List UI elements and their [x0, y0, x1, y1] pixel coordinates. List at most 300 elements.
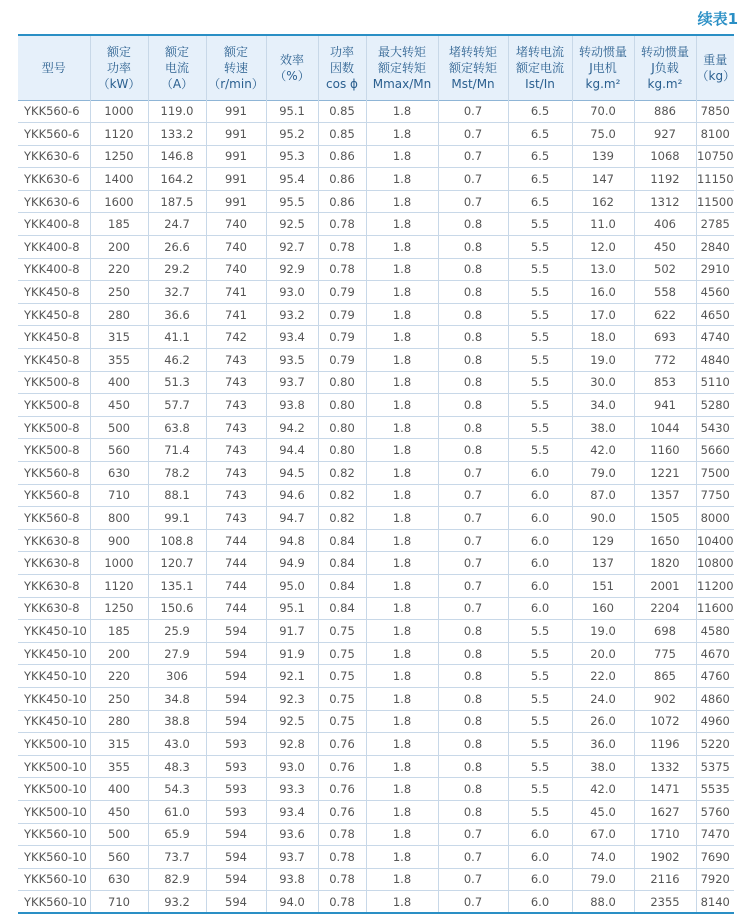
table-cell: 0.8 [438, 733, 508, 756]
model-cell: YKK560-6 [18, 123, 90, 146]
table-cell: 1650 [634, 529, 696, 552]
table-cell: 95.3 [266, 145, 318, 168]
model-cell: YKK400-8 [18, 213, 90, 236]
table-cell: 92.3 [266, 687, 318, 710]
model-cell: YKK560-8 [18, 507, 90, 530]
table-cell: 17.0 [572, 303, 634, 326]
table-cell: 775 [634, 642, 696, 665]
table-cell: 0.8 [438, 258, 508, 281]
table-cell: 1000 [90, 100, 148, 123]
table-cell: 0.8 [438, 755, 508, 778]
table-cell: 355 [90, 349, 148, 372]
column-header [266, 35, 318, 100]
table-cell: 200 [90, 642, 148, 665]
model-cell: YKK500-8 [18, 371, 90, 394]
table-cell: 5760 [696, 800, 734, 823]
table-cell: 6.0 [508, 462, 572, 485]
column-header-line: kg.m² [585, 76, 621, 91]
table-cell: 1.8 [366, 349, 438, 372]
table-cell: 135.1 [148, 574, 206, 597]
table-cell: 744 [206, 529, 266, 552]
column-header-line: 功率 [329, 44, 354, 59]
table-cell: 6.0 [508, 868, 572, 891]
table-cell: 1.8 [366, 371, 438, 394]
table-cell: 11200 [696, 574, 734, 597]
table-cell: 5.5 [508, 371, 572, 394]
table-cell: 38.0 [572, 755, 634, 778]
table-cell: 5660 [696, 439, 734, 462]
table-cell: 5.5 [508, 800, 572, 823]
table-row [18, 823, 734, 846]
table-cell: 5280 [696, 394, 734, 417]
table-cell: 6.0 [508, 597, 572, 620]
table-cell: 4860 [696, 687, 734, 710]
table-cell: 1196 [634, 733, 696, 756]
table-cell: 0.76 [318, 800, 366, 823]
table-cell: 900 [90, 529, 148, 552]
table-cell: 1357 [634, 484, 696, 507]
table-cell: 743 [206, 371, 266, 394]
table-cell: 0.86 [318, 168, 366, 191]
table-cell: 18.0 [572, 326, 634, 349]
table-cell: 1120 [90, 123, 148, 146]
table-row [18, 462, 734, 485]
table-cell: 1.8 [366, 755, 438, 778]
table-cell: 0.7 [438, 168, 508, 191]
table-cell: 38.8 [148, 710, 206, 733]
model-cell: YKK500-10 [18, 733, 90, 756]
model-cell: YKK450-10 [18, 687, 90, 710]
table-cell: 185 [90, 620, 148, 643]
table-cell: 1.8 [366, 823, 438, 846]
model-cell: YKK500-10 [18, 755, 90, 778]
table-cell: 500 [90, 416, 148, 439]
table-cell: 6.0 [508, 552, 572, 575]
table-cell: 7470 [696, 823, 734, 846]
table-cell: 6.5 [508, 145, 572, 168]
table-cell: 187.5 [148, 190, 206, 213]
column-header-line: J电机 [589, 60, 617, 75]
table-cell: 1250 [90, 145, 148, 168]
table-cell: 92.8 [266, 733, 318, 756]
table-cell: 93.3 [266, 778, 318, 801]
table-cell: 61.0 [148, 800, 206, 823]
table-cell: 7500 [696, 462, 734, 485]
table-cell: 991 [206, 190, 266, 213]
table-cell: 2355 [634, 891, 696, 914]
table-cell: 0.75 [318, 687, 366, 710]
table-cell: 5.5 [508, 642, 572, 665]
table-cell: 0.8 [438, 416, 508, 439]
table-cell: 280 [90, 303, 148, 326]
table-cell: 1.8 [366, 507, 438, 530]
column-header-line: Ist/In [525, 76, 555, 91]
table-row [18, 303, 734, 326]
table-cell: 710 [90, 891, 148, 914]
model-cell: YKK450-10 [18, 665, 90, 688]
table-cell: 5.5 [508, 213, 572, 236]
table-cell: 2910 [696, 258, 734, 281]
table-cell: 34.0 [572, 394, 634, 417]
table-cell: 0.86 [318, 190, 366, 213]
table-cell: 5220 [696, 733, 734, 756]
model-cell: YKK560-10 [18, 823, 90, 846]
table-cell: 95.5 [266, 190, 318, 213]
table-cell: 1.8 [366, 710, 438, 733]
table-cell: 1.8 [366, 665, 438, 688]
column-header-line: kg.m² [647, 76, 683, 91]
table-cell: 94.0 [266, 891, 318, 914]
table-cell: 162 [572, 190, 634, 213]
column-header-line: （A） [160, 76, 194, 91]
table-cell: 1.8 [366, 236, 438, 259]
table-cell: 0.76 [318, 733, 366, 756]
column-header [206, 35, 266, 100]
table-cell: 5.5 [508, 620, 572, 643]
table-cell: 0.85 [318, 123, 366, 146]
table-cell: 0.7 [438, 507, 508, 530]
table-cell: 927 [634, 123, 696, 146]
model-cell: YKK500-10 [18, 800, 90, 823]
column-header [148, 35, 206, 100]
header-row [18, 35, 734, 100]
table-cell: 185 [90, 213, 148, 236]
table-row [18, 687, 734, 710]
table-cell: 0.84 [318, 574, 366, 597]
table-cell: 1.8 [366, 868, 438, 891]
model-cell: YKK500-10 [18, 778, 90, 801]
table-cell: 120.7 [148, 552, 206, 575]
model-cell: YKK630-8 [18, 574, 90, 597]
table-cell: 6.0 [508, 484, 572, 507]
table-cell: 93.0 [266, 755, 318, 778]
table-cell: 622 [634, 303, 696, 326]
table-cell: 220 [90, 665, 148, 688]
table-cell: 400 [90, 371, 148, 394]
model-cell: YKK630-6 [18, 145, 90, 168]
table-cell: 5.5 [508, 394, 572, 417]
table-cell: 1902 [634, 846, 696, 869]
table-cell: 133.2 [148, 123, 206, 146]
table-row [18, 868, 734, 891]
table-cell: 79.0 [572, 868, 634, 891]
table-cell: 0.7 [438, 190, 508, 213]
table-cell: 1.8 [366, 416, 438, 439]
table-cell: 1710 [634, 823, 696, 846]
table-cell: 0.78 [318, 891, 366, 914]
table-cell: 10750 [696, 145, 734, 168]
table-cell: 0.8 [438, 281, 508, 304]
table-cell: 0.7 [438, 823, 508, 846]
table-row [18, 507, 734, 530]
table-row [18, 349, 734, 372]
table-cell: 280 [90, 710, 148, 733]
table-cell: 1044 [634, 416, 696, 439]
table-cell: 250 [90, 687, 148, 710]
table-cell: 19.0 [572, 349, 634, 372]
table-cell: 5.5 [508, 687, 572, 710]
table-cell: 67.0 [572, 823, 634, 846]
table-cell: 45.0 [572, 800, 634, 823]
table-cell: 99.1 [148, 507, 206, 530]
table-cell: 0.78 [318, 236, 366, 259]
table-cell: 593 [206, 800, 266, 823]
table-cell: 6.0 [508, 846, 572, 869]
table-cell: 7920 [696, 868, 734, 891]
table-cell: 36.6 [148, 303, 206, 326]
model-cell: YKK560-10 [18, 868, 90, 891]
table-cell: 8100 [696, 123, 734, 146]
table-cell: 1221 [634, 462, 696, 485]
table-cell: 12.0 [572, 236, 634, 259]
table-cell: 0.8 [438, 236, 508, 259]
table-cell: 90.0 [572, 507, 634, 530]
table-cell: 5.5 [508, 416, 572, 439]
table-cell: 0.75 [318, 642, 366, 665]
table-cell: 42.0 [572, 439, 634, 462]
table-cell: 0.84 [318, 597, 366, 620]
model-cell: YKK450-8 [18, 281, 90, 304]
table-row [18, 371, 734, 394]
table-row [18, 416, 734, 439]
table-cell: 93.0 [266, 281, 318, 304]
table-cell: 740 [206, 258, 266, 281]
table-cell: 355 [90, 755, 148, 778]
table-cell: 1.8 [366, 123, 438, 146]
table-cell: 5.5 [508, 281, 572, 304]
column-header-line: cos ϕ [326, 76, 358, 91]
column-header-line: 堵转转矩 [448, 44, 497, 59]
table-cell: 630 [90, 868, 148, 891]
table-cell: 0.8 [438, 303, 508, 326]
table-cell: 0.7 [438, 597, 508, 620]
table-cell: 1.8 [366, 891, 438, 914]
table-cell: 594 [206, 620, 266, 643]
table-cell: 7750 [696, 484, 734, 507]
table-cell: 95.0 [266, 574, 318, 597]
table-cell: 0.7 [438, 484, 508, 507]
table-cell: 20.0 [572, 642, 634, 665]
table-cell: 22.0 [572, 665, 634, 688]
table-cell: 0.75 [318, 620, 366, 643]
table-cell: 693 [634, 326, 696, 349]
table-cell: 71.4 [148, 439, 206, 462]
table-cell: 0.8 [438, 778, 508, 801]
table-cell: 8000 [696, 507, 734, 530]
table-cell: 0.80 [318, 439, 366, 462]
table-cell: 220 [90, 258, 148, 281]
table-cell: 16.0 [572, 281, 634, 304]
column-header-line: 电流 [164, 60, 189, 75]
table-cell: 147 [572, 168, 634, 191]
table-row [18, 281, 734, 304]
table-cell: 0.79 [318, 326, 366, 349]
table-body [18, 100, 734, 913]
table-cell: 5535 [696, 778, 734, 801]
table-cell: 743 [206, 462, 266, 485]
table-cell: 164.2 [148, 168, 206, 191]
model-cell: YKK630-8 [18, 552, 90, 575]
column-header-line: （%） [274, 68, 310, 83]
table-cell: 94.5 [266, 462, 318, 485]
table-cell: 0.8 [438, 687, 508, 710]
table-cell: 0.82 [318, 484, 366, 507]
table-cell: 594 [206, 846, 266, 869]
table-cell: 5110 [696, 371, 734, 394]
table-cell: 0.7 [438, 552, 508, 575]
table-cell: 13.0 [572, 258, 634, 281]
table-cell: 0.8 [438, 642, 508, 665]
table-cell: 200 [90, 236, 148, 259]
table-header [18, 35, 734, 100]
table-cell: 0.7 [438, 574, 508, 597]
table-cell: 1.8 [366, 552, 438, 575]
table-cell: 78.2 [148, 462, 206, 485]
table-cell: 93.2 [148, 891, 206, 914]
table-cell: 0.80 [318, 371, 366, 394]
table-cell: 6.5 [508, 100, 572, 123]
table-cell: 26.6 [148, 236, 206, 259]
table-cell: 4760 [696, 665, 734, 688]
table-cell: 5.5 [508, 665, 572, 688]
model-cell: YKK560-10 [18, 891, 90, 914]
table-cell: 1.8 [366, 303, 438, 326]
table-cell: 1400 [90, 168, 148, 191]
column-header-line: 转速 [223, 60, 248, 75]
table-cell: 0.79 [318, 349, 366, 372]
table-cell: 594 [206, 868, 266, 891]
table-row [18, 800, 734, 823]
table-cell: 6.0 [508, 823, 572, 846]
table-cell: 1000 [90, 552, 148, 575]
table-cell: 450 [634, 236, 696, 259]
table-cell: 593 [206, 778, 266, 801]
table-cell: 740 [206, 213, 266, 236]
table-cell: 4960 [696, 710, 734, 733]
model-cell: YKK450-8 [18, 349, 90, 372]
table-cell: 5.5 [508, 258, 572, 281]
motor-spec-table [18, 34, 734, 914]
table-row [18, 529, 734, 552]
column-header-line: 转动惯量 [640, 44, 689, 59]
table-cell: 93.6 [266, 823, 318, 846]
column-header-line: 功率 [106, 60, 131, 75]
table-cell: 0.8 [438, 213, 508, 236]
column-header-line: 因数 [329, 60, 354, 75]
table-cell: 0.76 [318, 778, 366, 801]
table-cell: 743 [206, 394, 266, 417]
table-cell: 6.0 [508, 507, 572, 530]
table-cell: 630 [90, 462, 148, 485]
table-cell: 560 [90, 439, 148, 462]
column-header-line: 最大转矩 [377, 44, 426, 59]
table-row [18, 665, 734, 688]
table-cell: 93.4 [266, 800, 318, 823]
table-cell: 5430 [696, 416, 734, 439]
table-cell: 108.8 [148, 529, 206, 552]
table-cell: 137 [572, 552, 634, 575]
model-cell: YKK400-8 [18, 258, 90, 281]
model-cell: YKK630-6 [18, 168, 90, 191]
table-cell: 594 [206, 710, 266, 733]
motor-spec-table-container [18, 34, 734, 914]
table-cell: 400 [90, 778, 148, 801]
table-cell: 92.5 [266, 710, 318, 733]
table-cell: 0.82 [318, 462, 366, 485]
table-cell: 800 [90, 507, 148, 530]
table-cell: 6.0 [508, 529, 572, 552]
column-header-line: 额定 [164, 44, 189, 59]
table-cell: 92.9 [266, 258, 318, 281]
table-cell: 1.8 [366, 281, 438, 304]
model-cell: YKK450-10 [18, 642, 90, 665]
table-row [18, 755, 734, 778]
table-cell: 0.78 [318, 846, 366, 869]
table-cell: 0.75 [318, 710, 366, 733]
table-cell: 991 [206, 123, 266, 146]
table-cell: 1.8 [366, 597, 438, 620]
table-cell: 92.1 [266, 665, 318, 688]
table-cell: 74.0 [572, 846, 634, 869]
table-cell: 94.4 [266, 439, 318, 462]
table-cell: 93.7 [266, 371, 318, 394]
table-cell: 710 [90, 484, 148, 507]
table-cell: 743 [206, 507, 266, 530]
column-header-line: J负载 [651, 60, 679, 75]
table-cell: 94.7 [266, 507, 318, 530]
table-cell: 6.0 [508, 891, 572, 914]
table-cell: 10800 [696, 552, 734, 575]
column-header-line: 重量 [703, 52, 728, 67]
table-cell: 88.0 [572, 891, 634, 914]
table-cell: 29.2 [148, 258, 206, 281]
model-cell: YKK450-10 [18, 620, 90, 643]
table-cell: 91.9 [266, 642, 318, 665]
table-cell: 70.0 [572, 100, 634, 123]
table-cell: 2840 [696, 236, 734, 259]
model-cell: YKK500-8 [18, 394, 90, 417]
table-cell: 0.84 [318, 529, 366, 552]
table-cell: 1.8 [366, 258, 438, 281]
table-cell: 1.8 [366, 168, 438, 191]
model-cell: YKK450-8 [18, 326, 90, 349]
table-cell: 0.84 [318, 552, 366, 575]
column-header-line: （kW） [97, 76, 141, 91]
column-header [634, 35, 696, 100]
table-cell: 93.4 [266, 326, 318, 349]
table-cell: 5.5 [508, 236, 572, 259]
table-cell: 6.5 [508, 190, 572, 213]
table-cell: 11500 [696, 190, 734, 213]
table-cell: 743 [206, 439, 266, 462]
table-cell: 7850 [696, 100, 734, 123]
column-header-line: 额定转矩 [448, 60, 497, 75]
table-cell: 93.8 [266, 394, 318, 417]
table-cell: 0.8 [438, 439, 508, 462]
table-cell: 11150 [696, 168, 734, 191]
table-cell: 8140 [696, 891, 734, 914]
table-cell: 1192 [634, 168, 696, 191]
table-cell: 741 [206, 281, 266, 304]
table-cell: 92.7 [266, 236, 318, 259]
table-cell: 0.8 [438, 665, 508, 688]
table-cell: 79.0 [572, 462, 634, 485]
table-cell: 119.0 [148, 100, 206, 123]
table-cell: 5.5 [508, 733, 572, 756]
table-cell: 0.86 [318, 145, 366, 168]
table-cell: 853 [634, 371, 696, 394]
table-row [18, 891, 734, 914]
